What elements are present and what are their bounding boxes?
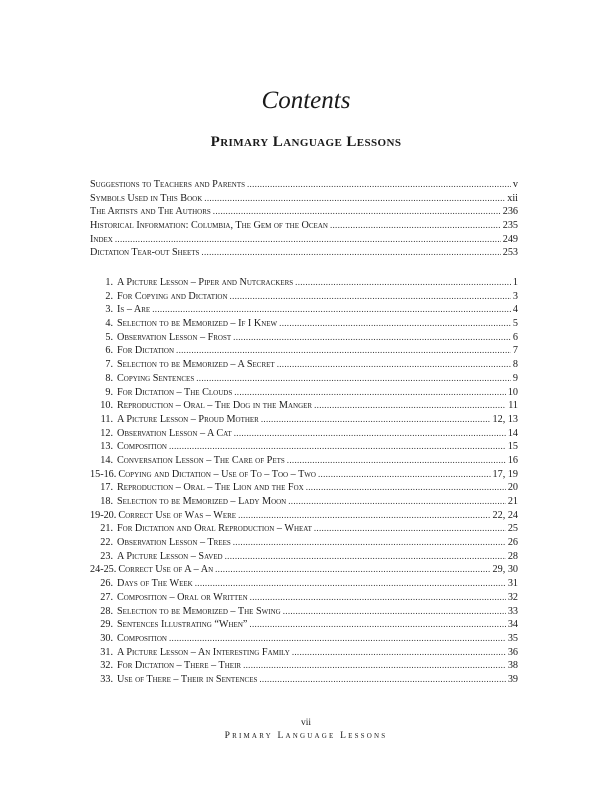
dot-leader	[234, 386, 506, 400]
toc-entry-title: Observation Lesson – Frost	[117, 331, 232, 343]
page-title: Contents	[261, 87, 351, 114]
toc-entry-page: 25	[507, 523, 518, 535]
toc-entry	[90, 632, 518, 646]
toc-entry	[90, 522, 518, 536]
dot-leader	[295, 276, 511, 290]
dot-leader	[152, 303, 511, 317]
toc-entry-page: 32	[507, 591, 518, 603]
toc-entry-title: Composition	[117, 441, 167, 453]
toc-entry-page: 236	[502, 206, 518, 218]
toc-entry-number: 7.	[105, 359, 113, 371]
dot-leader	[115, 233, 501, 247]
toc-entry-number: 15-16.	[90, 468, 117, 480]
toc-entry	[90, 290, 518, 304]
toc-entry-number: 33.	[100, 673, 113, 685]
toc-entry	[90, 427, 518, 441]
toc-entry-page: 10	[507, 386, 518, 398]
toc-entry-title: Sentences Illustrating “When”	[117, 619, 248, 631]
toc-entry-page: 36	[507, 646, 518, 658]
toc-entry	[90, 454, 518, 468]
toc-entry	[90, 413, 518, 427]
toc-entry	[90, 386, 518, 400]
toc-entry-title: Correct Use of A – An	[118, 564, 214, 576]
toc-entry-page: 33	[507, 605, 518, 617]
toc-entry-number: 10.	[100, 400, 113, 412]
toc-entry-number: 8.	[105, 372, 113, 384]
toc-entry-page: 249	[502, 233, 518, 245]
toc-entry	[90, 233, 518, 247]
dot-leader	[306, 481, 506, 495]
lessons-list	[90, 276, 518, 687]
toc-entry-title: Composition	[117, 632, 167, 644]
toc-entry-page: 12, 13	[492, 413, 518, 425]
toc-entry-page: 6	[512, 331, 518, 343]
toc-entry-title: Dictation Tear-out Sheets	[90, 247, 200, 259]
dot-leader	[243, 659, 506, 673]
toc-entry	[90, 331, 518, 345]
toc-entry	[90, 550, 518, 564]
dot-leader	[215, 563, 490, 577]
toc-entry	[90, 577, 518, 591]
toc-entry-page: 7	[512, 345, 518, 357]
dot-leader	[233, 536, 506, 550]
toc-entry-page: 8	[512, 359, 518, 371]
toc-entry-page: 11	[508, 400, 518, 412]
toc-entry-number: 12.	[100, 427, 113, 439]
toc-entry	[90, 276, 518, 290]
toc-entry-number: 22.	[100, 537, 113, 549]
toc-entry	[90, 509, 518, 523]
dot-leader	[225, 550, 506, 564]
toc-entry-number: 17.	[100, 482, 113, 494]
toc-entry-title: Historical Information: Columbia, The Gem of the Ocean	[90, 220, 328, 232]
toc-entry	[90, 372, 518, 386]
dot-leader	[292, 646, 506, 660]
toc-entry-page: 15	[507, 441, 518, 453]
toc-entry-number: 29.	[100, 619, 113, 631]
dot-leader	[314, 399, 506, 413]
toc-entry-title: For Dictation – The Clouds	[117, 386, 233, 398]
toc-entry-page: 14	[507, 427, 518, 439]
toc-entry	[90, 618, 518, 632]
toc-entry-number: 18.	[100, 496, 113, 507]
toc-entry	[90, 563, 518, 577]
toc-entry-title: Use of There – Their in Sentences	[117, 673, 258, 685]
toc-entry	[90, 659, 518, 673]
dot-leader	[279, 317, 511, 331]
toc-entry	[90, 192, 518, 206]
toc-entry-number: 31.	[100, 646, 113, 658]
toc-entry-title: Observation Lesson – A Cat	[117, 427, 232, 439]
dot-leader	[287, 454, 506, 468]
toc-entry-title: For Dictation – There – Their	[117, 660, 242, 672]
toc-entry-page: 34	[507, 619, 518, 631]
dot-leader	[196, 372, 511, 386]
toc-entry-title: For Dictation	[117, 345, 175, 357]
dot-leader	[261, 413, 491, 427]
dot-leader	[247, 178, 511, 192]
toc-entry-title: A Picture Lesson – An Interesting Family	[117, 646, 290, 658]
dot-leader	[230, 290, 511, 304]
dot-leader	[201, 246, 500, 260]
toc-entry-number: 27.	[100, 591, 113, 603]
section-title: Primary Language Lessons	[210, 134, 402, 150]
toc-entry-page: 20	[507, 482, 518, 494]
toc-entry-page: 31	[507, 578, 518, 590]
dot-leader	[314, 522, 506, 536]
toc-entry-page: 22, 24	[492, 509, 518, 521]
toc-entry	[90, 178, 518, 192]
dot-leader	[169, 440, 506, 454]
toc-entry	[90, 536, 518, 550]
dot-leader	[238, 509, 490, 523]
toc-entry-page: 4	[512, 304, 518, 316]
toc-entry	[90, 399, 518, 413]
toc-entry-title: The Artists and The Authors	[90, 206, 211, 218]
toc-entry-title: Reproduction – Oral – The Lion and the Fox	[117, 482, 304, 494]
toc-entry	[90, 219, 518, 233]
toc-entry	[90, 205, 518, 219]
footer-running-title: Primary Language Lessons	[224, 731, 388, 741]
toc-entry-title: Conversation Lesson – The Care of Pets	[117, 454, 285, 466]
toc-entry-page: 28	[507, 550, 518, 562]
toc-entry-number: 6.	[105, 345, 113, 357]
toc-entry-title: Composition – Oral or Written	[117, 591, 248, 603]
toc-entry-page: 235	[502, 220, 518, 232]
toc-entry	[90, 673, 518, 687]
toc-entry-title: Correct Use of Was – Were	[118, 509, 237, 521]
toc-entry-number: 28.	[100, 605, 113, 617]
toc-entry-page: 38	[507, 660, 518, 672]
toc-entry-page: 39	[507, 673, 518, 685]
toc-entry-number: 4.	[105, 318, 113, 330]
toc-entry-title: Observation Lesson – Trees	[117, 537, 231, 549]
toc-entry-number: 5.	[105, 331, 113, 343]
toc-entry	[90, 495, 518, 509]
toc-entry-title: Selection to be Memorized – If I Knew	[117, 318, 278, 330]
dot-leader	[233, 331, 511, 345]
toc-entry-page: 26	[507, 537, 518, 549]
toc-entry-page: 5	[512, 318, 518, 330]
toc-entry-title: Copying Sentences	[117, 372, 195, 384]
toc-entry	[90, 591, 518, 605]
toc-entry	[90, 303, 518, 317]
toc-entry-title: Symbols Used in This Book	[90, 192, 203, 204]
toc-entry-page: 9	[512, 372, 518, 384]
toc-entry-page: v	[512, 179, 518, 190]
dot-leader	[250, 591, 506, 605]
toc-entry-page: 21	[507, 496, 518, 507]
dot-leader	[234, 427, 506, 441]
toc-entry-title: A Picture Lesson – Saved	[117, 550, 223, 562]
toc-entry-number: 11.	[100, 413, 113, 425]
dot-leader	[204, 192, 505, 206]
toc-entry-title: Copying and Dictation – Use of To – Too – Two	[118, 468, 316, 480]
toc-entry-number: 3.	[105, 304, 113, 316]
toc-entry-title: Is – Are	[117, 304, 151, 316]
toc-entry-title: Selection to be Memorized – A Secret	[117, 359, 275, 371]
toc-entry-number: 32.	[100, 660, 113, 672]
toc-entry-number: 13.	[100, 441, 113, 453]
dot-leader	[195, 577, 506, 591]
dot-leader	[330, 219, 501, 233]
dot-leader	[259, 673, 505, 687]
toc-entry-title: A Picture Lesson – Proud Mother	[117, 413, 259, 425]
toc-entry-number: 14.	[100, 454, 113, 466]
dot-leader	[318, 468, 491, 482]
toc-entry-title: Reproduction – Oral – The Dog in the Manger	[117, 400, 313, 412]
toc-entry-title: Selection to be Memorized – Lady Moon	[117, 496, 287, 507]
toc-entry	[90, 344, 518, 358]
toc-entry-title: For Dictation and Oral Reproduction – Wheat	[117, 523, 312, 535]
toc-entry-page: 3	[512, 290, 518, 302]
toc-entry	[90, 358, 518, 372]
dot-leader	[288, 495, 506, 509]
footer-page-number: vii	[300, 718, 312, 728]
toc-entry-page: xii	[507, 192, 518, 204]
front-matter-list	[90, 178, 518, 260]
toc-entry-number: 21.	[100, 523, 113, 535]
toc-entry	[90, 646, 518, 660]
toc-entry-number: 30.	[100, 632, 113, 644]
toc-entry	[90, 246, 518, 260]
toc-entry-number: 24-25.	[90, 564, 117, 576]
dot-leader	[213, 205, 501, 219]
dot-leader	[249, 618, 505, 632]
toc-entry-number: 9.	[105, 386, 113, 398]
dot-leader	[283, 605, 506, 619]
toc-entry-number: 2.	[105, 290, 113, 302]
toc-entry	[90, 468, 518, 482]
toc-entry	[90, 317, 518, 331]
toc-entry-page: 17, 19	[492, 468, 518, 480]
dot-leader	[169, 632, 506, 646]
toc-entry-page: 16	[507, 454, 518, 466]
toc-entry	[90, 605, 518, 619]
toc-entry-page: 1	[512, 277, 518, 288]
toc-entry-title: Suggestions to Teachers and Parents	[90, 179, 245, 190]
toc-entry	[90, 440, 518, 454]
toc-entry-title: Selection to be Memorized – The Swing	[117, 605, 281, 617]
toc-entry-title: Index	[90, 233, 113, 245]
toc-entry-title: Days of The Week	[117, 578, 193, 590]
dot-leader	[277, 358, 511, 372]
toc-entry-page: 35	[507, 632, 518, 644]
toc-entry-page: 29, 30	[492, 564, 518, 576]
toc-entry-number: 1.	[105, 277, 113, 288]
toc-entry	[90, 481, 518, 495]
toc-entry-title: A Picture Lesson – Piper and Nutcrackers	[117, 277, 294, 288]
toc-entry-number: 23.	[100, 550, 113, 562]
toc-entry-page: 253	[502, 247, 518, 259]
toc-entry-title: For Copying and Dictation	[117, 290, 228, 302]
dot-leader	[176, 344, 511, 358]
toc-entry-number: 26.	[100, 578, 113, 590]
toc-entry-number: 19-20.	[90, 509, 117, 521]
